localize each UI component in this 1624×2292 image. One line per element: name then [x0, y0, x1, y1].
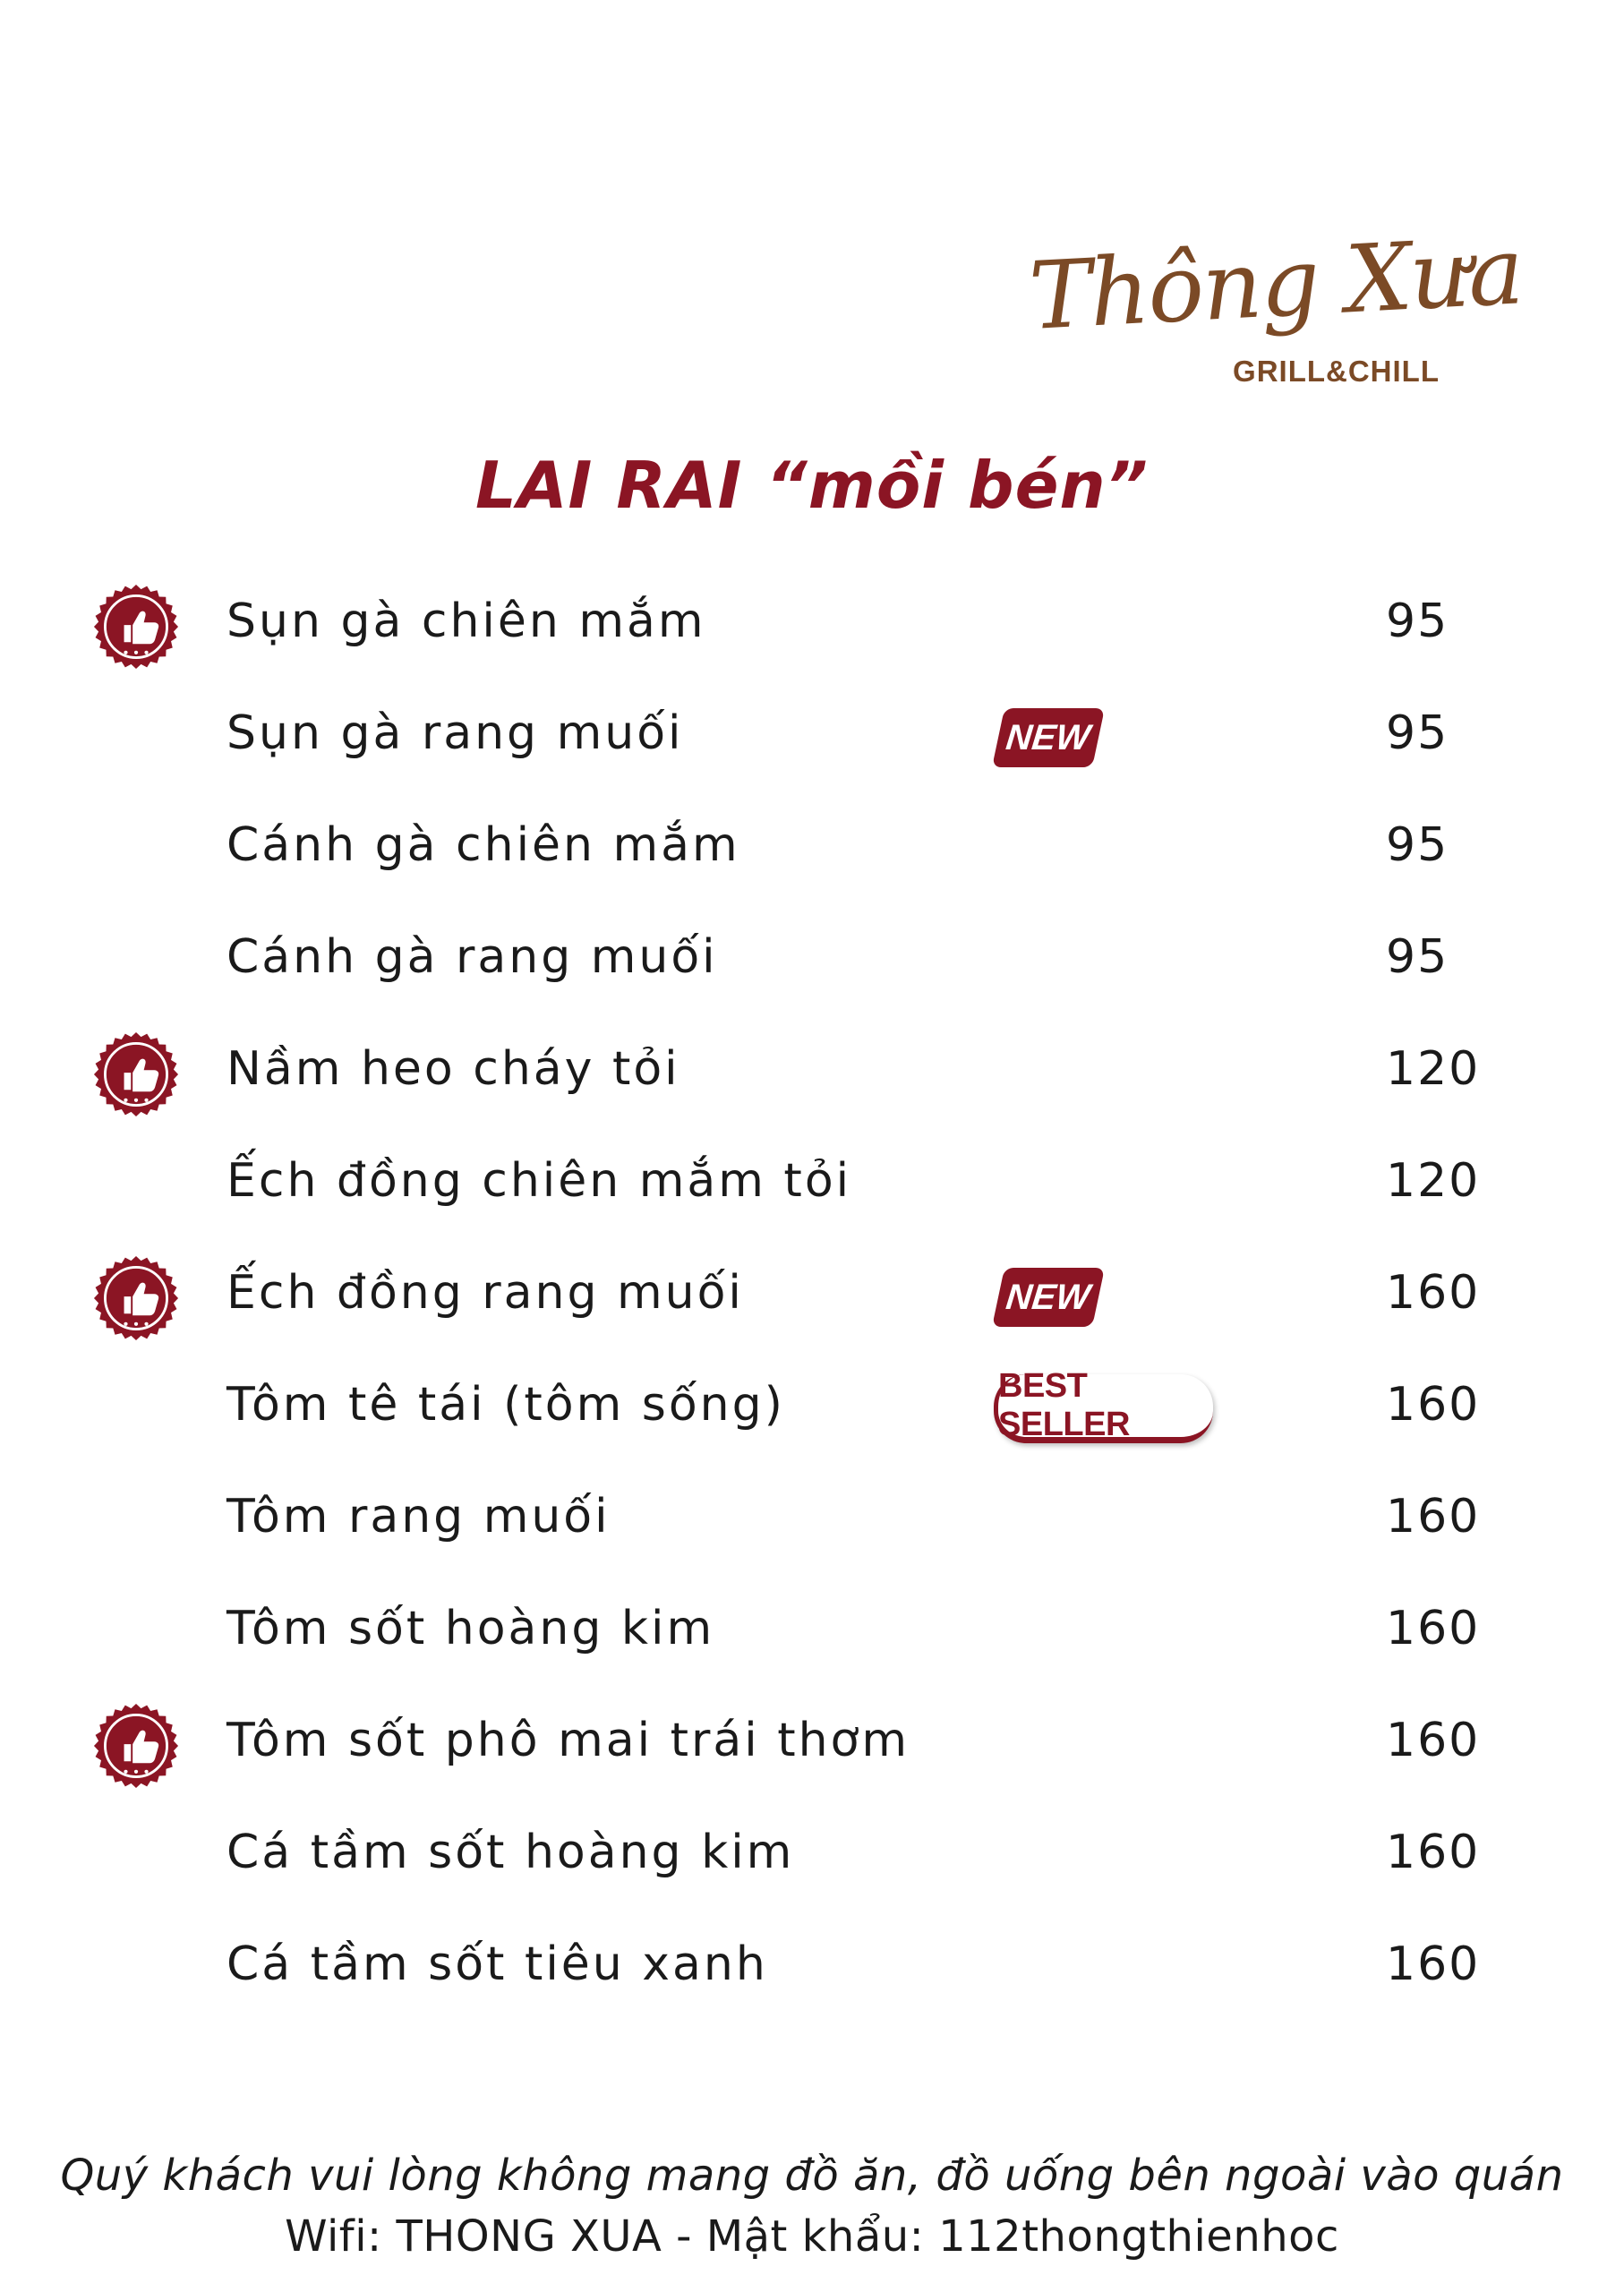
section-heading: LAI RAI “mồi bén” — [474, 448, 1150, 523]
menu-item-price: 160 — [1386, 1378, 1481, 1432]
brand-logo — [1021, 216, 1526, 394]
menu-item-name: Tôm tê tái (tôm sống) — [227, 1378, 785, 1432]
menu-item — [0, 1367, 1624, 1448]
menu-item-price: 120 — [1386, 1042, 1481, 1096]
menu-item-price: 160 — [1386, 1266, 1481, 1320]
menu-item-name: Cá tầm sốt hoàng kim — [227, 1826, 795, 1879]
new-tag — [992, 708, 1105, 767]
menu-item — [0, 1255, 1624, 1336]
menu-item-name: Cánh gà chiên mắm — [227, 818, 740, 872]
menu-item-price: 160 — [1386, 1826, 1481, 1879]
thumbs-up-badge-icon — [93, 1255, 179, 1341]
menu-item-name: Tôm rang muối — [227, 1490, 611, 1544]
menu-item-price: 160 — [1386, 1490, 1481, 1544]
menu-item-price: 95 — [1386, 818, 1449, 872]
menu-item-name: Ếch đồng rang muối — [227, 1266, 744, 1320]
thumbs-up-badge-icon — [93, 1031, 179, 1117]
menu-item-price: 160 — [1386, 1602, 1481, 1655]
menu-item — [0, 919, 1624, 1000]
menu-item — [0, 696, 1624, 776]
menu-item-name: Tôm sốt phô mai trái thơm — [227, 1714, 910, 1767]
menu-item-name: Sụn gà chiên mắm — [227, 594, 706, 648]
brand-subtitle: GRILL&CHILL — [1233, 355, 1440, 388]
menu-item — [0, 1815, 1624, 1895]
menu-item-price: 95 — [1386, 930, 1449, 984]
menu-item-price: 160 — [1386, 1714, 1481, 1767]
menu-item-name: Ếch đồng chiên mắm tỏi — [227, 1154, 852, 1208]
footer-wifi: Wifi: THONG XUA - Mật khẩu: 112thongthienhoc — [285, 2211, 1339, 2262]
thumbs-up-badge-icon — [93, 1703, 179, 1789]
menu-item-name: Cá tầm sốt tiêu xanh — [227, 1937, 768, 1991]
menu-item — [0, 1031, 1624, 1112]
thumbs-up-badge-icon — [93, 584, 179, 670]
menu-item — [0, 1143, 1624, 1224]
menu-item — [0, 808, 1624, 888]
new-tag — [992, 1268, 1105, 1327]
menu-item-name: Cánh gà rang muối — [227, 930, 718, 984]
footer-note: Quý khách vui lòng không mang đồ ăn, đồ uống bên ngoài vào quán — [60, 2151, 1564, 2201]
best-seller-tag: BEST SELLER — [994, 1374, 1213, 1443]
menu-item-price: 95 — [1386, 594, 1449, 648]
menu-item — [0, 1591, 1624, 1672]
menu-item — [0, 1703, 1624, 1783]
new-tag-label: NEW — [1004, 717, 1093, 757]
menu-item — [0, 584, 1624, 664]
menu-item-price: 120 — [1386, 1154, 1481, 1208]
brand-script-name: Thông Xưa — [1026, 216, 1526, 351]
menu-item-name: Tôm sốt hoàng kim — [227, 1602, 715, 1655]
menu-item-price: 160 — [1386, 1937, 1481, 1991]
menu-item — [0, 1927, 1624, 2007]
menu-item-price: 95 — [1386, 706, 1449, 760]
new-tag-label: NEW — [1004, 1277, 1093, 1317]
menu-item-name: Sụn gà rang muối — [227, 706, 684, 760]
menu-item-name: Nầm heo cháy tỏi — [227, 1042, 680, 1096]
menu-item — [0, 1479, 1624, 1560]
